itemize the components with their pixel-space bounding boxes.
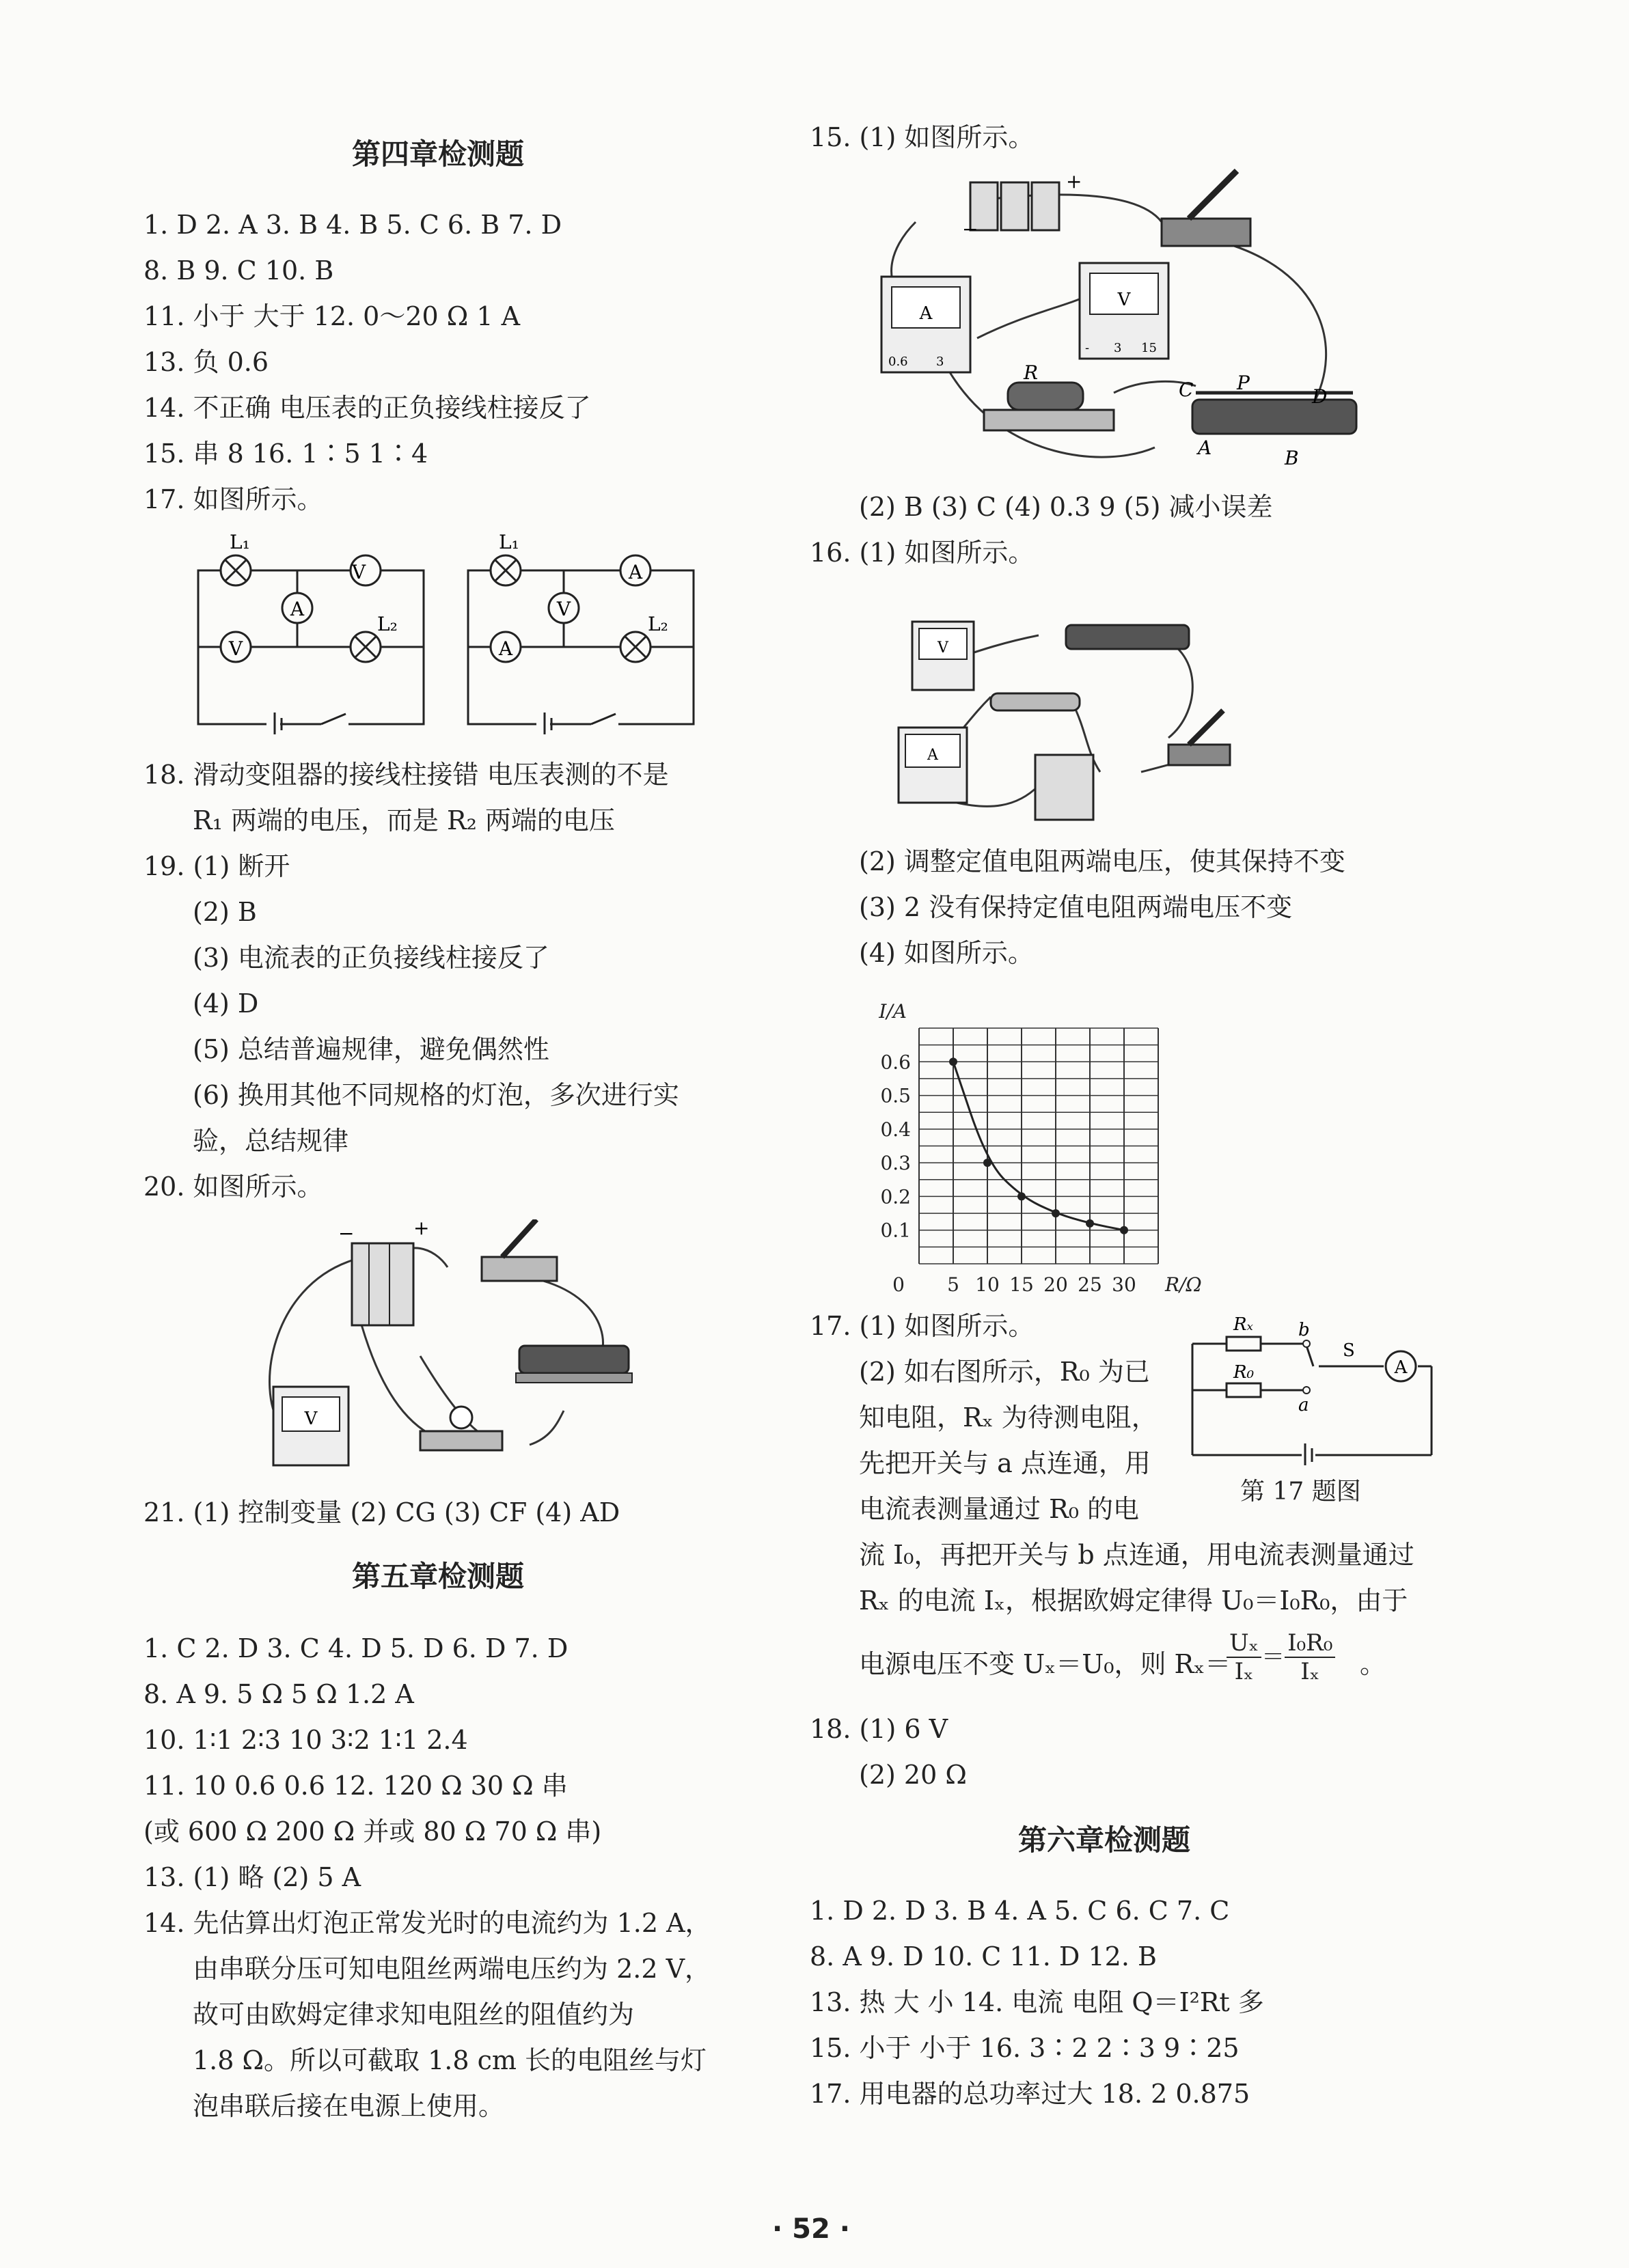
terminal-label: - (1085, 341, 1090, 355)
numerator: Uₓ (1227, 1629, 1261, 1658)
answer-line: 15. 小于 小于 16. 3∶2 2∶3 9∶25 (810, 2033, 1240, 2063)
answer-line: R₁ 两端的电压，而是 R₂ 两端的电压 (193, 805, 615, 835)
answer-line: 15. 串 8 16. 1∶5 1∶4 (143, 439, 428, 469)
origin-label: 0 (892, 1273, 905, 1296)
voltmeter-label: V (228, 637, 243, 660)
voltmeter-label: V (1117, 290, 1131, 310)
lamp-label-l1: L₁ (499, 531, 519, 553)
switch-label: S (1343, 1340, 1355, 1361)
y-tick-label: 0.5 (880, 1084, 911, 1107)
answer-line: 13. (1) 略 (2) 5 A (143, 1862, 361, 1892)
ammeter-label: A (1394, 1357, 1408, 1378)
answer-line: 电流表测量通过 R₀ 的电 (859, 1494, 1140, 1524)
lamp-label-l2: L₂ (377, 613, 398, 635)
ammeter-label: A (628, 561, 643, 583)
resistor-rx-label: Rₓ (1233, 1314, 1253, 1335)
y-tick-label: 0.4 (880, 1118, 911, 1141)
answer-line: 由串联分压可知电阻丝两端电压约为 2.2 V， (193, 1954, 711, 1984)
resistor-label: R (1024, 361, 1039, 384)
answer-line: 验，总结规律 (193, 1126, 349, 1156)
answer-line: (2) B (193, 897, 257, 927)
q20-apparatus-illustration (256, 1219, 639, 1486)
q16-apparatus-illustration (881, 608, 1264, 827)
terminal-b-label: B (1285, 447, 1299, 469)
y-tick-label: 0.6 (880, 1051, 911, 1074)
answer-line: 10. 1∶1 2∶3 10 3∶2 1∶1 2.4 (143, 1725, 468, 1755)
terminal-label: 3 (936, 355, 944, 369)
answer-line: (2) B (3) C (4) 0.3 9 (5) 减小误差 (859, 492, 1273, 522)
ammeter-label: A (927, 747, 938, 764)
answer-line: (2) 如右图所示，R₀ 为已 (859, 1357, 1150, 1387)
answer-line: (3) 2 没有保持定值电阻两端电压不变 (859, 892, 1293, 922)
resistor-r0-label: R₀ (1233, 1362, 1254, 1383)
point-b-label: b (1298, 1320, 1310, 1340)
formula (1227, 1629, 1335, 1685)
denominator: Iₓ (1300, 1658, 1320, 1685)
point-a-label: a (1298, 1395, 1309, 1415)
ch6-title: 第六章检测题 (1018, 1823, 1191, 1857)
fraction-ux-ix (1227, 1629, 1261, 1685)
answer-line: 17. 用电器的总功率过大 18. 2 0.875 (810, 2079, 1250, 2109)
x-tick-label: 5 (947, 1273, 959, 1296)
chart-point (949, 1057, 957, 1066)
answer-line: 1. D 2. D 3. B 4. A 5. C 6. C 7. C (810, 1896, 1230, 1926)
answer-line: 16. (1) 如图所示。 (810, 538, 1035, 568)
x-tick-label: 25 (1078, 1273, 1102, 1296)
svg-text:+: + (1066, 170, 1082, 193)
formula-end: 。 (1360, 1649, 1386, 1679)
answer-line: 15. (1) 如图所示。 (810, 122, 1035, 152)
chart-point (1052, 1209, 1060, 1217)
answer-line: (或 600 Ω 200 Ω 并或 80 Ω 70 Ω 串) (143, 1816, 602, 1847)
answer-line: 14. 不正确 电压表的正负接线柱接反了 (143, 393, 591, 423)
answer-line: 泡串联后接在电源上使用。 (193, 2091, 505, 2121)
answer-line: 8. B 9. C 10. B (143, 255, 334, 286)
answer-line: 11. 10 0.6 0.6 12. 120 Ω 30 Ω 串 (143, 1771, 568, 1801)
answer-line: Rₓ 的电流 Iₓ，根据欧姆定律得 U₀＝I₀R₀，由于 (859, 1586, 1408, 1616)
ch4-title: 第四章检测题 (352, 137, 525, 171)
chart-point (983, 1159, 991, 1167)
svg-text:−: − (962, 218, 978, 240)
y-axis-label: I/A (879, 1000, 907, 1023)
chart-point (1120, 1226, 1128, 1234)
y-tick-label: 0.2 (880, 1185, 911, 1208)
terminal-label: 0.6 (888, 355, 908, 369)
answer-line: 1. C 2. D 3. C 4. D 5. D 6. D 7. D (143, 1633, 569, 1663)
page-number: · 52 · (772, 2213, 850, 2245)
x-tick-label: 30 (1112, 1273, 1136, 1296)
slider-p-label: P (1237, 372, 1250, 394)
y-tick-label: 0.3 (880, 1152, 911, 1175)
answer-line: 18. 滑动变阻器的接线柱接错 电压表测的不是 (143, 760, 669, 790)
y-tick-label: 0.1 (880, 1219, 911, 1242)
answer-line: 8. A 9. 5 Ω 5 Ω 1.2 A (143, 1679, 414, 1709)
answer-line: 1.8 Ω。所以可截取 1.8 cm 长的电阻丝与灯 (193, 2045, 707, 2075)
terminal-a-label: A (1198, 437, 1212, 459)
svg-text:+: + (413, 1219, 430, 1239)
terminal-d-label: D (1312, 385, 1328, 408)
q17-circuit-diagrams (184, 529, 717, 734)
voltmeter-label: V (351, 561, 366, 583)
answer-line: 13. 负 0.6 (143, 347, 269, 377)
equals-sign: ＝ (1261, 1644, 1285, 1671)
denominator: Iₓ (1234, 1658, 1254, 1685)
answer-line: (4) D (193, 988, 259, 1019)
answer-line: 18. (1) 6 V (810, 1714, 948, 1744)
answer-line: (2) 调整定值电阻两端电压，使其保持不变 (859, 846, 1345, 876)
x-tick-label: 20 (1043, 1273, 1068, 1296)
lamp-label-l2: L₂ (648, 613, 668, 635)
numerator: I₀R₀ (1285, 1629, 1335, 1658)
answer-line: (5) 总结普遍规律，避免偶然性 (193, 1034, 549, 1064)
answer-line: 知电阻，Rₓ 为待测电阻， (859, 1402, 1158, 1433)
answer-line: 故可由欧姆定律求知电阻丝的阻值约为 (193, 2000, 635, 2030)
answer-line: (2) 20 Ω (859, 1760, 967, 1790)
x-axis-label: R/Ω (1165, 1273, 1202, 1296)
voltmeter-label: V (304, 1409, 318, 1429)
chart-point (1017, 1192, 1026, 1200)
answer-line: 先把开关与 a 点连通，用 (859, 1448, 1151, 1478)
answer-line: 8. A 9. D 10. C 11. D 12. B (810, 1941, 1157, 1972)
i-r-graph (854, 997, 1203, 1298)
answer-line: (4) 如图所示。 (859, 938, 1034, 968)
ammeter-label: A (498, 637, 513, 660)
q15-apparatus-illustration (868, 167, 1387, 482)
figure-caption: 第 17 题图 (1240, 1478, 1361, 1506)
svg-text:−: − (338, 1222, 355, 1245)
answer-line: (3) 电流表的正负接线柱接反了 (193, 943, 549, 973)
voltmeter-label: V (937, 639, 948, 656)
q17-circuit-figure (1189, 1308, 1462, 1465)
terminal-label: 3 (1114, 341, 1122, 355)
answer-line: 17. 如图所示。 (143, 484, 323, 514)
answer-line: 电源电压不变 Uₓ＝U₀，则 Rₓ＝ (859, 1649, 1231, 1679)
answer-line: 1. D 2. A 3. B 4. B 5. C 6. B 7. D (143, 210, 562, 240)
answer-line: (6) 换用其他不同规格的灯泡，多次进行实 (193, 1080, 679, 1110)
terminal-c-label: C (1179, 378, 1194, 401)
answer-line: 17. (1) 如图所示。 (810, 1311, 1035, 1341)
ch5-title: 第五章检测题 (352, 1560, 525, 1593)
x-tick-label: 15 (1009, 1273, 1034, 1296)
page-number-value: 52 (792, 2213, 830, 2245)
answer-line: 21. (1) 控制变量 (2) CG (3) CF (4) AD (143, 1497, 620, 1527)
answer-line: 流 I₀，再把开关与 b 点连通，用电流表测量通过 (859, 1540, 1414, 1570)
voltmeter-label: V (556, 598, 571, 620)
fraction-i0r0-ix (1285, 1629, 1335, 1685)
answer-line: 19. (1) 断开 (143, 851, 290, 881)
ammeter-label: A (919, 303, 933, 324)
answer-line: 11. 小于 大于 12. 0～20 Ω 1 A (143, 301, 521, 331)
x-tick-label: 10 (975, 1273, 1000, 1296)
chart-point (1086, 1219, 1094, 1228)
answer-line: 14. 先估算出灯泡正常发光时的电流约为 1.2 A， (143, 1908, 711, 1938)
ammeter-label: A (290, 598, 305, 620)
terminal-label: 15 (1141, 341, 1157, 355)
answer-line: 13. 热 大 小 14. 电流 电阻 Q＝I²Rt 多 (810, 1987, 1264, 2017)
lamp-label-l1: L₁ (230, 531, 250, 553)
answer-line: 20. 如图所示。 (143, 1172, 323, 1202)
